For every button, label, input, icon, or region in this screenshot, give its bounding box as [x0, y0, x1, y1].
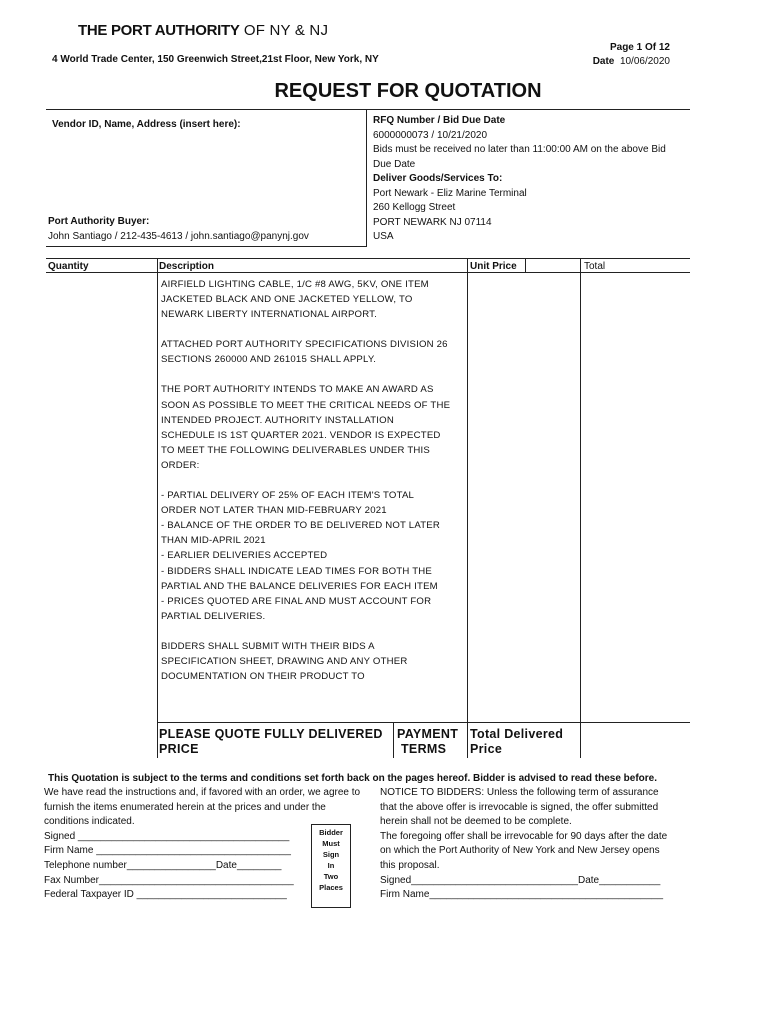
deliver-line: USA — [373, 231, 394, 242]
table-col-divider-total — [580, 258, 581, 758]
deliver-line: Port Newark - Eliz Marine Terminal — [373, 187, 527, 199]
payment-terms-label — [397, 727, 458, 757]
deliver-line: 260 Kellogg Street — [373, 202, 456, 213]
page-info — [593, 41, 670, 69]
total-label-line-1: Total Delivered — [470, 727, 564, 741]
description-paragraph: ATTACHED PORT AUTHORITY SPECIFICATIONS DIVISION 26 SECTIONS 260000 AND 261015 SHALL APPLY. — [161, 339, 448, 366]
notice-line: on which the Port Authority of New York and New Jersey opens — [380, 845, 660, 857]
deliver-label: Deliver Goods/Services To: — [373, 173, 503, 184]
quote-label-line-2: PRICE — [159, 742, 199, 756]
notice-line: NOTICE TO BIDDERS: Unless the following term of assurance — [380, 787, 659, 798]
page-title: REQUEST FOR QUOTATION — [274, 80, 542, 102]
notice-firm-name-field[interactable]: Firm Name__________________________________________ — [380, 889, 664, 901]
buyer-value: John Santiago / 212-435-4613 / john.santiago@panynj.gov — [48, 231, 309, 242]
quote-label-line-1: PLEASE QUOTE FULLY DELIVERED — [159, 727, 383, 741]
col-header-quantity: Quantity — [48, 261, 89, 272]
title-underline — [46, 109, 690, 110]
page-number: Page 1 Of 12 — [609, 42, 670, 53]
agreement-line: furnish the items enumerated herein at the prices and under the — [44, 801, 326, 813]
rfq-label: RFQ Number / Bid Due Date — [373, 115, 506, 126]
bids-note-line-2: Due Date — [373, 158, 416, 170]
header-address: 4 World Trade Center, 150 Greenwich Street,21st Floor, New York, NY — [52, 54, 379, 65]
description-paragraph: THE PORT AUTHORITY INTENDS TO MAKE AN AWARD AS SOON AS POSSIBLE TO MEET THE CRITICAL NEEDS OF THE INTENDED PROJECT. AUTHORITY INSTALLATION SCHEDULE IS 1ST QUARTER 2021. VENDOR IS EXPECTED TO MEET THE FOLLOWING DELIVERABLES UNDER THIS ORDER: — [161, 384, 451, 471]
agreement-line: We have read the instructions and, if favored with an order, we agree to — [44, 787, 361, 798]
item-description — [161, 277, 469, 684]
notice-line: that the above offer is irrevocable is signed, the offer submitted — [380, 801, 659, 813]
logo-light-text: OF NY & NJ — [239, 22, 329, 39]
vendor-box-bottom — [46, 246, 367, 247]
table-col-divider-unit-sub — [525, 258, 526, 273]
rfq-value: 6000000073 / 10/21/2020 — [373, 129, 487, 141]
col-header-unit-price: Unit Price — [470, 261, 517, 272]
fax-number-field[interactable]: Fax Number___________________________________ — [44, 874, 294, 886]
bidder-must-sign-box: Bidder Must Sign In Two Places — [311, 824, 351, 908]
col-header-description: Description — [159, 261, 215, 272]
payment-label-line-1: PAYMENT — [397, 727, 459, 741]
firm-name-field[interactable]: Firm Name ___________________________________ — [44, 845, 291, 857]
quote-label — [159, 727, 383, 757]
total-label-line-2: Price — [470, 742, 503, 756]
telephone-date-field[interactable]: Telephone number________________Date________ — [44, 859, 282, 871]
description-paragraph: - PARTIAL DELIVERY OF 25% OF EACH ITEM'S TOTAL ORDER NOT LATER THAN MID-FEBRUARY 2021 - BALANCE OF THE ORDER TO BE DELIVERED NOT LATER THAN MID-APRIL 2021 - EARLIER DELIVERIES ACCEPTED - BIDDERS SHALL INDICATE LEAD TIMES FOR BOTH THE PARTIAL AND THE BALANCE DELIVERIES FOR EACH ITEM - PRICES QUOTED ARE FINAL AND MUST ACCOUNT FOR PARTIAL DELIVERIES. — [161, 490, 440, 622]
date-value: 10/06/2020 — [619, 56, 670, 67]
notice-line: The foregoing offer shall be irrevocable for 90 days after the date — [380, 830, 668, 842]
signed-field[interactable]: Signed ______________________________________ — [44, 830, 290, 842]
quote-row-top-rule — [157, 722, 690, 723]
payment-label-line-2: TERMS — [401, 742, 447, 756]
logo-bold-text: THE PORT AUTHORITY — [78, 22, 240, 39]
total-delivered-label — [470, 727, 563, 757]
port-authority-logo — [78, 22, 328, 39]
notice-line: this proposal. — [380, 859, 440, 871]
buyer-label: Port Authority Buyer: — [48, 216, 150, 227]
notice-line: herein shall not be deemed to be complete. — [380, 816, 572, 828]
date-label: Date — [592, 56, 615, 67]
federal-taxpayer-id-field[interactable]: Federal Taxpayer ID ___________________________ — [44, 889, 287, 901]
terms-notice: This Quotation is subject to the terms and conditions set forth back on the pages hereof. Bidder is advised to read these before. — [48, 773, 657, 784]
info-divider — [366, 110, 367, 247]
deliver-line: PORT NEWARK NJ 07114 — [373, 216, 492, 228]
payment-divider — [393, 722, 394, 758]
rfq-info — [373, 114, 693, 245]
notice-to-bidders — [380, 786, 667, 903]
description-paragraph: AIRFIELD LIGHTING CABLE, 1/C #8 AWG, 5KV, ONE ITEM JACKETED BLACK AND ONE JACKETED YELLOW, TO NEWARK LIBERTY INTERNATIONAL AIRPORT. — [161, 279, 429, 321]
notice-signed-date-field[interactable]: Signed______________________________Date___________ — [380, 874, 661, 886]
bids-note-line-1: Bids must be received no later than 11:00:00 AM on the above Bid — [373, 144, 666, 155]
description-paragraph: BIDDERS SHALL SUBMIT WITH THEIR BIDS A SPECIFICATION SHEET, DRAWING AND ANY OTHER DOCUMENTATION ON THEIR PRODUCT TO — [161, 640, 408, 683]
table-col-divider-desc — [157, 258, 158, 758]
table-top-rule — [46, 258, 690, 259]
col-header-total: Total — [584, 261, 606, 272]
vendor-label: Vendor ID, Name, Address (insert here): — [52, 119, 241, 130]
agreement-line: conditions indicated. — [44, 816, 135, 828]
